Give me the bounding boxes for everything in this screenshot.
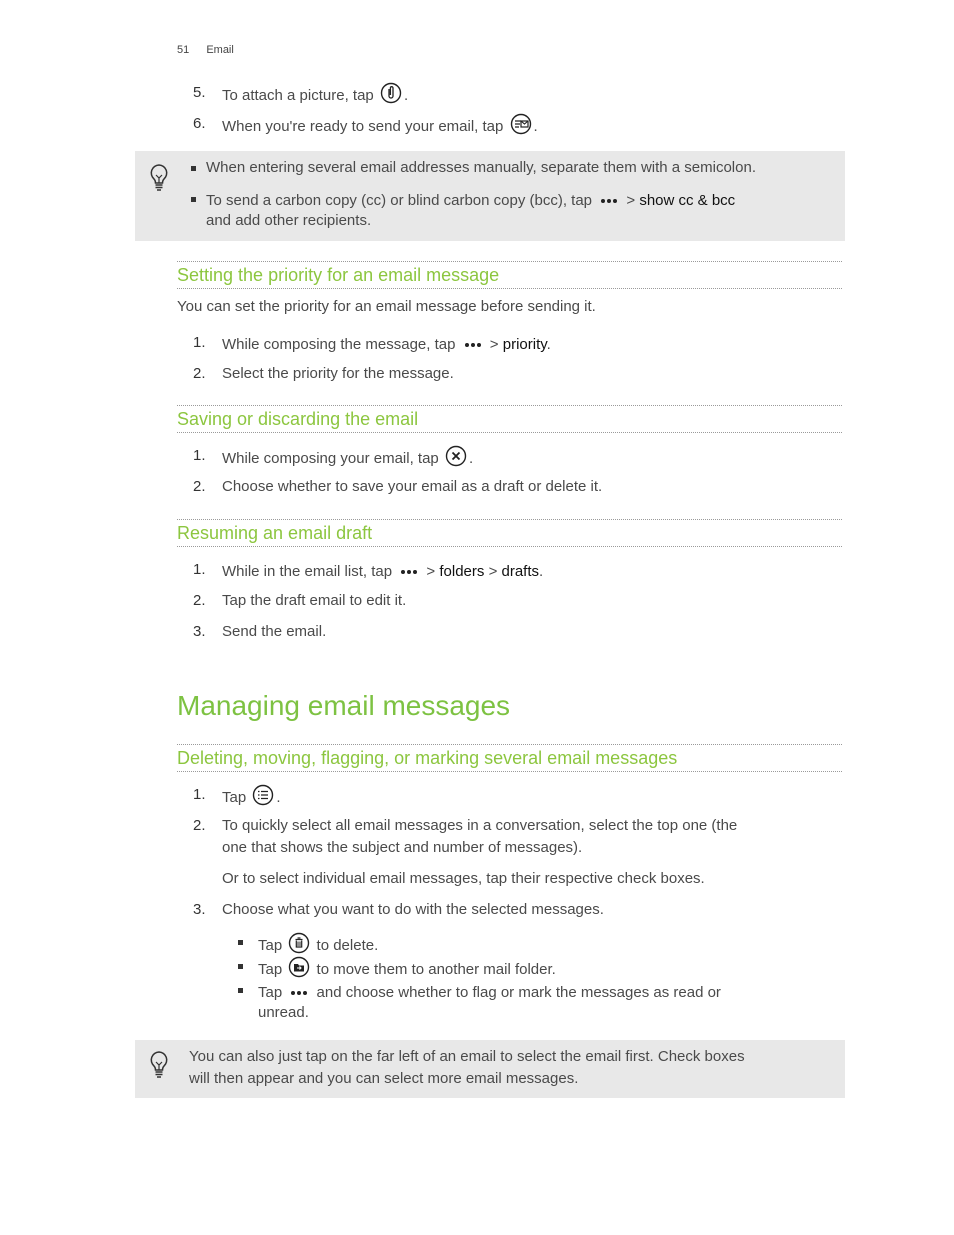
more-icon xyxy=(464,332,482,354)
step-number: 6. xyxy=(193,115,206,132)
menu-option-show-cc-bcc: show cc & bcc xyxy=(639,192,736,209)
menu-option-folders: folders xyxy=(439,563,485,580)
step-choose-action: Choose what you want to do with the selected messages. xyxy=(222,901,604,918)
step-attach-picture: To attach a picture, tap . xyxy=(222,82,408,107)
bullet xyxy=(238,940,243,945)
section-heading-saving xyxy=(177,405,842,433)
paperclip-icon xyxy=(380,82,402,104)
tip-box xyxy=(135,1040,845,1098)
step-select-all-line2: one that shows the subject and number of messages). xyxy=(222,839,583,856)
step-number: 5. xyxy=(193,84,206,101)
section-heading-priority xyxy=(177,261,842,289)
step-number: 3. xyxy=(193,623,206,640)
step-number: 3. xyxy=(193,901,206,918)
bullet xyxy=(238,964,243,969)
step-number: 1. xyxy=(193,447,206,464)
step-edit-draft: Tap the draft email to edit it. xyxy=(222,592,407,609)
tip-box xyxy=(135,151,845,241)
section-title: Resuming an email draft xyxy=(177,523,373,543)
tip-bullet-semicolon: When entering several email addresses manually, separate them with a semicolon. xyxy=(206,159,756,176)
action-flag-mark: Tap and choose whether to flag or mark the messages as read or xyxy=(258,980,721,1004)
more-icon xyxy=(600,188,618,210)
header-section: Email xyxy=(206,44,234,56)
bullet xyxy=(238,988,243,993)
step-open-drafts: While in the email list, tap > folders > drafts. xyxy=(222,559,543,583)
lightbulb-icon xyxy=(148,1050,170,1080)
step-number: 1. xyxy=(193,786,206,803)
step-tap-close: While composing your email, tap . xyxy=(222,445,473,470)
step-number: 2. xyxy=(193,365,206,382)
step-number: 2. xyxy=(193,478,206,495)
step-select-all: To quickly select all email messages in a conversation, select the top one (the xyxy=(222,817,738,834)
page-number: 51 xyxy=(177,44,190,56)
list-select-icon xyxy=(252,784,274,806)
step-send: Send the email. xyxy=(222,623,327,640)
step-number: 1. xyxy=(193,334,206,351)
tip-line2: will then appear and you can select more email messages. xyxy=(189,1070,579,1087)
running-header xyxy=(177,44,248,56)
section-heading-resuming xyxy=(177,519,842,547)
bullet xyxy=(191,166,196,171)
step-number: 1. xyxy=(193,561,206,578)
send-icon xyxy=(510,113,532,135)
menu-option-drafts: drafts xyxy=(501,563,540,580)
step-select-priority: Select the priority for the message. xyxy=(222,365,454,382)
chapter-title: Managing email messages xyxy=(177,690,511,721)
step-priority-menu: While composing the message, tap > priority. xyxy=(222,332,551,356)
step-save-or-delete: Choose whether to save your email as a draft or delete it. xyxy=(222,478,603,495)
priority-intro: You can set the priority for an email message before sending it. xyxy=(177,298,596,315)
action-delete: Tap to delete. xyxy=(258,932,378,957)
more-icon xyxy=(290,980,308,1002)
more-icon xyxy=(400,559,418,581)
tip-bullet-cc-bcc: To send a carbon copy (cc) or blind carbon copy (bcc), tap > show cc & bcc xyxy=(206,188,735,212)
step-number: 2. xyxy=(193,817,206,834)
step-tap-select: Tap . xyxy=(222,784,281,809)
tip-line1: You can also just tap on the far left of an email to select the email first. Check boxes xyxy=(189,1048,745,1065)
trash-icon xyxy=(288,932,310,954)
menu-option-priority: priority xyxy=(502,336,547,353)
bullet xyxy=(191,197,196,202)
section-title: Saving or discarding the email xyxy=(177,409,419,429)
step-send-email: When you're ready to send your email, tap . xyxy=(222,113,538,138)
step-number: 2. xyxy=(193,592,206,609)
action-move: Tap to move them to another mail folder. xyxy=(258,956,556,981)
action-flag-mark-line2: unread. xyxy=(258,1004,309,1021)
close-icon xyxy=(445,445,467,467)
section-heading-managing xyxy=(177,744,842,772)
tip-bullet-cc-bcc-line2: and add other recipients. xyxy=(206,212,372,229)
section-title: Deleting, moving, flagging, or marking several email messages xyxy=(177,748,678,768)
move-folder-icon xyxy=(288,956,310,978)
section-title: Setting the priority for an email message xyxy=(177,265,500,285)
step-select-individual: Or to select individual email messages, tap their respective check boxes. xyxy=(222,870,705,887)
lightbulb-icon xyxy=(148,163,170,193)
